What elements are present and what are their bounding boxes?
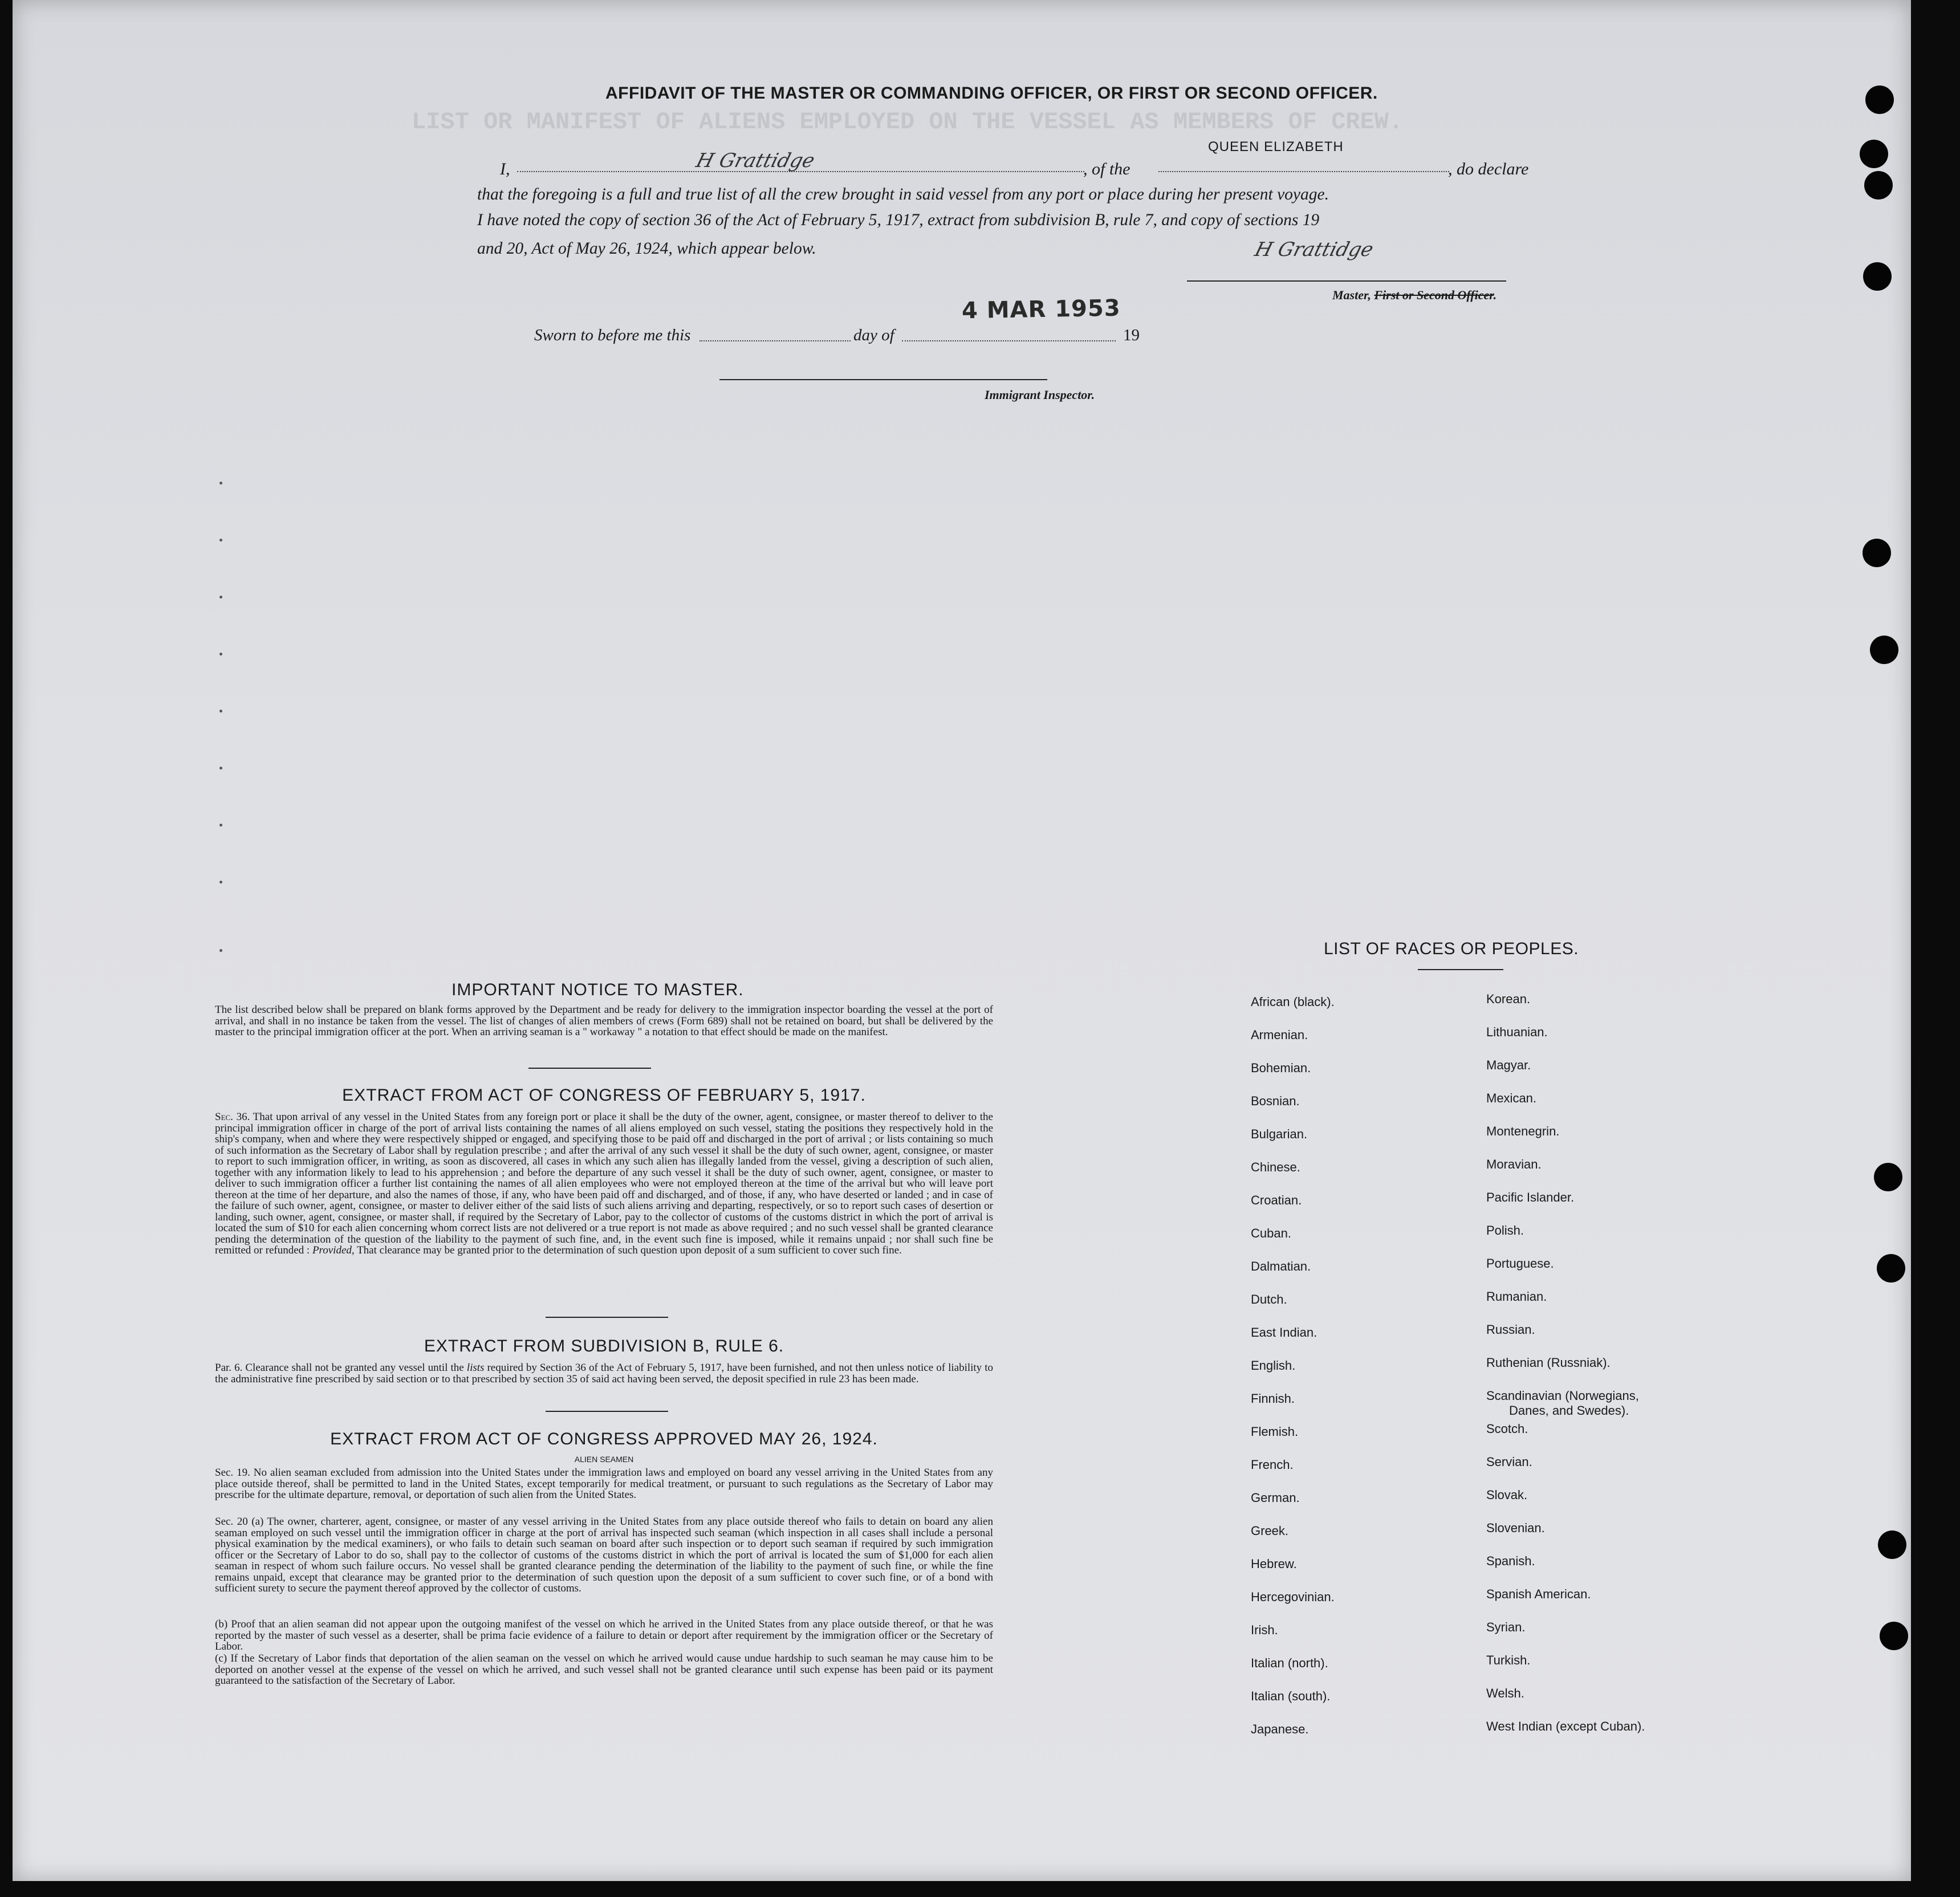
race-item: Bulgarian. [1251, 1127, 1308, 1141]
sec-20b-text: (b) Proof that an alien seaman did not appear upon the outgoing manifest of the vessel on which he arrived in the United States from any place outside thereof, or that he was reported by the master of such vessel as a deserter, shall be prima facie evidence of a failure to detain or deport after requirement by the immigration officer or the Secretary of Labor. [215, 1618, 993, 1652]
race-item: African (black). [1251, 995, 1335, 1009]
provided-label: Provided, [312, 1244, 355, 1256]
sworn-label: Sworn to before me this [534, 326, 691, 344]
extract-1917-text [215, 1112, 993, 1256]
row-dot [219, 949, 222, 952]
race-item: German. [1251, 1491, 1300, 1505]
race-item: Russian. [1486, 1322, 1535, 1337]
notice-title: IMPORTANT NOTICE TO MASTER. [452, 980, 744, 999]
date-stamp: 4 MAR 1953 [961, 295, 1121, 324]
race-item: Moravian. [1486, 1157, 1542, 1171]
race-item: Dalmatian. [1251, 1259, 1311, 1273]
row-dot [219, 824, 222, 827]
race-item-scandinavian-cont: Danes, and Swedes). [1509, 1403, 1629, 1418]
race-item: Bosnian. [1251, 1094, 1300, 1108]
race-item: Cuban. [1251, 1226, 1291, 1240]
race-item: Turkish. [1486, 1653, 1531, 1667]
row-dot [219, 767, 222, 770]
sec-20a-text: Sec. 20 (a) The owner, charterer, agent, consignee, or master of any vessel arriving in the United States from any place outside thereof who fails to detain on board any alien seaman employed on such vessel until the immigration officer in charge at the port of arrival has inspected such seaman (which inspection in all cases shall include a personal physical examination by the medical examiners), or who fails to detain such seaman on board after such inspection or to deport such seaman if required by such immigration officer or the Secretary of Labor to do so, shall pay to the collector of customs of the customs district in which the port of arrival is located the sum of $1,000 for each alien seaman in respect of whom such failure occurs. No vessel shall be granted clearance pending the determination of the liability to the payment of such fine, or while the fine remains unpaid, except that clearance may be granted prior to the determination of such question upon the deposit of a sum sufficient to cover such fine, or of a bond with sufficient surety to secure the payment thereof approved by the collector of customs. [215, 1516, 993, 1594]
race-item: Hebrew. [1251, 1557, 1297, 1571]
race-item: Croatian. [1251, 1193, 1302, 1207]
divider [546, 1317, 668, 1318]
extract-1924-title: EXTRACT FROM ACT OF CONGRESS APPROVED MAY 26, 1924. [330, 1430, 878, 1448]
day-of-label: day of [853, 326, 894, 344]
affidavit-title: AFFIDAVIT OF THE MASTER OR COMMANDING OFFICER, OR FIRST OR SECOND OFFICER. [605, 84, 1378, 103]
inspector-signature-line [719, 379, 1047, 380]
row-dot [219, 539, 222, 542]
master-signature: H Grattidge [1252, 238, 1376, 261]
year-prefix: 19 [1123, 326, 1140, 344]
master-period: . [1493, 288, 1497, 302]
race-item: Spanish American. [1486, 1587, 1591, 1601]
sworn-day-blank [700, 340, 851, 341]
alien-seamen-subtitle: ALIEN SEAMEN [574, 1455, 634, 1464]
race-item: Greek. [1251, 1524, 1289, 1538]
race-item: Spanish. [1486, 1554, 1535, 1568]
master-text: Master, [1332, 288, 1371, 302]
race-item: Italian (south). [1251, 1689, 1331, 1703]
race-item: Scandinavian (Norwegians, [1486, 1389, 1639, 1403]
affidavit-body-line3: and 20, Act of May 26, 1924, which appear below. [477, 239, 816, 258]
punch-hole [1860, 140, 1888, 168]
officer-signature: H Grattidge [693, 149, 818, 172]
race-item: French. [1251, 1458, 1294, 1472]
punch-hole [1877, 1254, 1905, 1283]
punch-hole [1880, 1622, 1908, 1650]
race-item: Welsh. [1486, 1686, 1524, 1700]
race-item: Finnish. [1251, 1391, 1295, 1406]
race-item: Ruthenian (Russniak). [1486, 1355, 1611, 1370]
punch-hole [1878, 1530, 1906, 1559]
race-item: Dutch. [1251, 1292, 1287, 1306]
affidavit-body-line2: I have noted the copy of section 36 of the Act of February 5, 1917, extract from subdivision B, rule 7, and copy of sections 19 [477, 211, 1320, 229]
extract-rule6-text [215, 1362, 993, 1385]
punch-hole [1874, 1163, 1902, 1191]
extract-rule6-title: EXTRACT FROM SUBDIVISION B, RULE 6. [424, 1337, 784, 1355]
row-dot [219, 482, 222, 485]
race-item: Scotch. [1486, 1422, 1528, 1436]
row-dot [219, 710, 222, 713]
sec-20c-text: (c) If the Secretary of Labor finds that deportation of the alien seaman on the vessel on which he arrived would cause undue hardship to such seaman he may cause him to be deported on another vessel at the expense of the vessel on which he arrived, and such vessel shall not be granted clearance until such expense has been paid or its payment guaranteed to the satisfaction of the Secretary of Labor. [215, 1652, 993, 1687]
race-item: West Indian (except Cuban). [1486, 1719, 1645, 1733]
do-declare-label: , do declare [1448, 160, 1529, 178]
document-page [13, 0, 1911, 1881]
race-item: Polish. [1486, 1223, 1524, 1237]
provided-text: That clearance may be granted prior to the determination of such question upon deposit of a sum sufficient to cover such fine. [357, 1244, 902, 1256]
extract-1917-title: EXTRACT FROM ACT OF CONGRESS OF FEBRUARY 5, 1917. [342, 1086, 866, 1105]
master-signature-line [1187, 280, 1506, 282]
show-through-heading: LIST OR MANIFEST OF ALIENS EMPLOYED ON THE VESSEL AS MEMBERS OF CREW. [412, 108, 1404, 136]
vessel-blank [1158, 171, 1449, 172]
race-item: Bohemian. [1251, 1061, 1311, 1075]
vessel-name: QUEEN ELIZABETH [1208, 139, 1344, 154]
sec-19-text: Sec. 19. No alien seaman excluded from admission into the United States under the immigration laws and employed on board any vessel arriving in the United States from any place outside thereof, shall be permitted to land in the United States, except temporarily for medical treatment, or pursuant to such regulations as the Secretary of Labor may prescribe for the ultimate departure, removal, or deportation of such alien from the United States. [215, 1467, 993, 1501]
of-the-label: , of the [1083, 160, 1131, 178]
inspector-label: Immigrant Inspector. [985, 388, 1095, 402]
race-item: Portuguese. [1486, 1256, 1554, 1271]
rule6-text-a: Par. 6. Clearance shall not be granted any vessel until the [215, 1362, 464, 1374]
affidavit-body-line1: that the foregoing is a full and true list of all the crew brought in said vessel from any port or place during her present voyage. [477, 185, 1329, 203]
race-item: Magyar. [1486, 1058, 1531, 1072]
race-item: Slovak. [1486, 1488, 1528, 1502]
race-item: Chinese. [1251, 1160, 1300, 1174]
punch-hole [1864, 171, 1893, 200]
sworn-month-blank [902, 340, 1116, 341]
race-item: Korean. [1486, 992, 1531, 1006]
race-item: Rumanian. [1486, 1289, 1547, 1304]
race-item: Lithuanian. [1486, 1025, 1548, 1039]
sec-36-body: That upon arrival of any vessel in the United States from any foreign port or place it shall be the duty of the owner, agent, consignee, or master thereof to deliver to the principal immigration officer in charge of the port of arrival lists containing the names of all aliens employed on such vessel, stating the positions they respectively hold in the ship's company, when and where they were respectively shipped or engaged, and specifying those to be paid off and discharged in the port of arrival ; or lists containing so much of such information as the Secretary of Labor shall by regulation prescribe ; and after the arrival of any such vessel it shall be the duty of such owner, agent, consignee, or master to report to such immigration officer, in writing, as soon as discovered, all cases in which any such alien has illegally landed from the vessel, giving a description of such alien, together with any information likely to lead to his apprehension ; and before the departure of any such vessel it shall be the duty of such owner, agent, consignee, or master to deliver to such immigration officer a further list containing the names of all alien employees who were not employed thereon at the time of the arrival but who will leave port thereon at the time of her departure, and also the names of those, if any, who have been paid off and discharged, and of those, if any, who have deserted or landed ; and in case of the failure of such owner, agent, consignee, or master to deliver either of the said lists of such aliens arriving and departing, respectively, or so to report such cases of desertion or landing, such owner, agent, consignee, or master shall, if required by the Secretary of Labor, pay to the collector of customs of the customs district in which the port of arrival is located the sum of $10 for each alien concerning whom correct lists are not delivered or a true report is not made as above required ; and no such vessel shall be granted clearance pending the determination of the question of the liability to the payment of such fine, and, in the event such fine is imposed, while it remains unpaid ; nor shall such fine be remitted or refunded : [215, 1111, 993, 1256]
sec-36-label: Sec. 36. [215, 1111, 250, 1123]
punch-hole [1865, 86, 1894, 114]
punch-hole [1863, 262, 1892, 291]
divider [546, 1411, 668, 1412]
notice-text: The list described below shall be prepared on blank forms approved by the Department and be ready for delivery to the immigration inspector boarding the vessel at the port of arrival, and shall in no instance be taken from the vessel. The list of changes of alien members of crews (Form 689) shall not be retained on board, but shall be delivered by the master to the principal immigration officer at the port. When an arriving seaman is a " workaway " a notation to that effect should be made on the manifest. [215, 1004, 993, 1038]
master-label [1332, 288, 1497, 303]
row-dot [219, 653, 222, 656]
race-item: Italian (north). [1251, 1656, 1328, 1670]
punch-hole [1870, 636, 1898, 664]
race-item: Servian. [1486, 1455, 1532, 1469]
race-item: English. [1251, 1358, 1296, 1373]
race-item: Hercegovinian. [1251, 1590, 1335, 1604]
race-item: Slovenian. [1486, 1521, 1545, 1535]
race-item: Syrian. [1486, 1620, 1526, 1634]
affidavit-pronoun: I, [500, 160, 510, 178]
race-item: East Indian. [1251, 1325, 1317, 1340]
race-item: Irish. [1251, 1623, 1278, 1637]
rule6-text-b: required by Section 36 of the Act of February 5, 1917, have been furnished, and not then unless notice of liability to the administrative fine prescribed by said section or to that prescribed by section 35 of said act having been served, the deposit specified in rule 23 has been made. [215, 1362, 994, 1385]
race-item: Armenian. [1251, 1028, 1308, 1042]
divider [528, 1068, 651, 1069]
race-item: Mexican. [1486, 1091, 1537, 1105]
punch-hole [1863, 539, 1891, 567]
rule6-lists: lists [466, 1362, 485, 1374]
row-dot [219, 596, 222, 599]
race-item: Montenegrin. [1486, 1124, 1560, 1138]
races-title-underline [1418, 969, 1503, 970]
race-item: Pacific Islander. [1486, 1190, 1575, 1204]
race-item: Japanese. [1251, 1722, 1309, 1736]
row-dot [219, 881, 222, 884]
race-item: Flemish. [1251, 1424, 1299, 1439]
races-title: LIST OF RACES OR PEOPLES. [1324, 939, 1579, 958]
struck-officer-text: First or Second Officer [1374, 288, 1494, 302]
